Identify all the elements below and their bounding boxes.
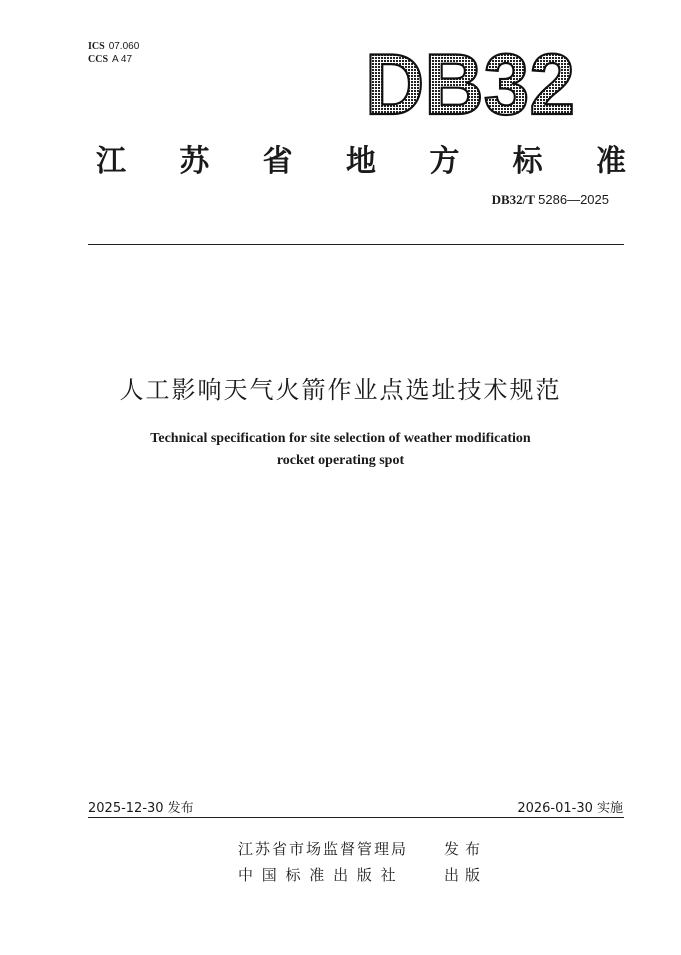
standard-number-prefix: DB32/T [491,192,535,207]
ccs-code: CCS A 47 [88,54,133,65]
header-divider [88,244,624,245]
issuer-org-2: 中 国 标 准 出 版 社 [238,866,398,884]
standard-name-char: 方 [429,144,460,179]
title-chinese: 人工影响天气火箭作业点选址技术规范 [119,376,562,404]
title-english-line1: Technical specification for site selection of weather modification [150,431,531,446]
issue-date: 2025-12-30 发布 [88,801,194,816]
standard-number-value: 5286—2025 [538,192,609,207]
title-english-line2: rocket operating spot [276,453,405,468]
classification-codes [88,40,139,66]
standard-number [492,192,609,208]
issuer-action-1: 发布 [444,840,487,858]
standard-name-char: 苏 [179,144,210,179]
standard-name-char: 江 [96,144,126,179]
db32-logo [360,36,580,126]
standard-name-char: 准 [595,144,626,179]
issuer-action-2: 出版 [444,866,487,884]
standard-category-name [96,136,626,180]
standard-name-char: 地 [345,144,376,179]
standard-name-char: 省 [262,144,293,179]
ics-code: ICS 07.060 [88,41,140,52]
title-english [0,428,681,472]
logo-text: DB32 [365,37,575,126]
issuer-orgs [238,836,408,888]
implement-date: 2026-01-30 实施 [517,801,623,816]
issuer-org-1: 江苏省市场监督管理局 [238,840,409,858]
issuer-actions [444,836,486,888]
standard-name-char: 标 [512,144,543,179]
footer-divider [88,817,624,818]
